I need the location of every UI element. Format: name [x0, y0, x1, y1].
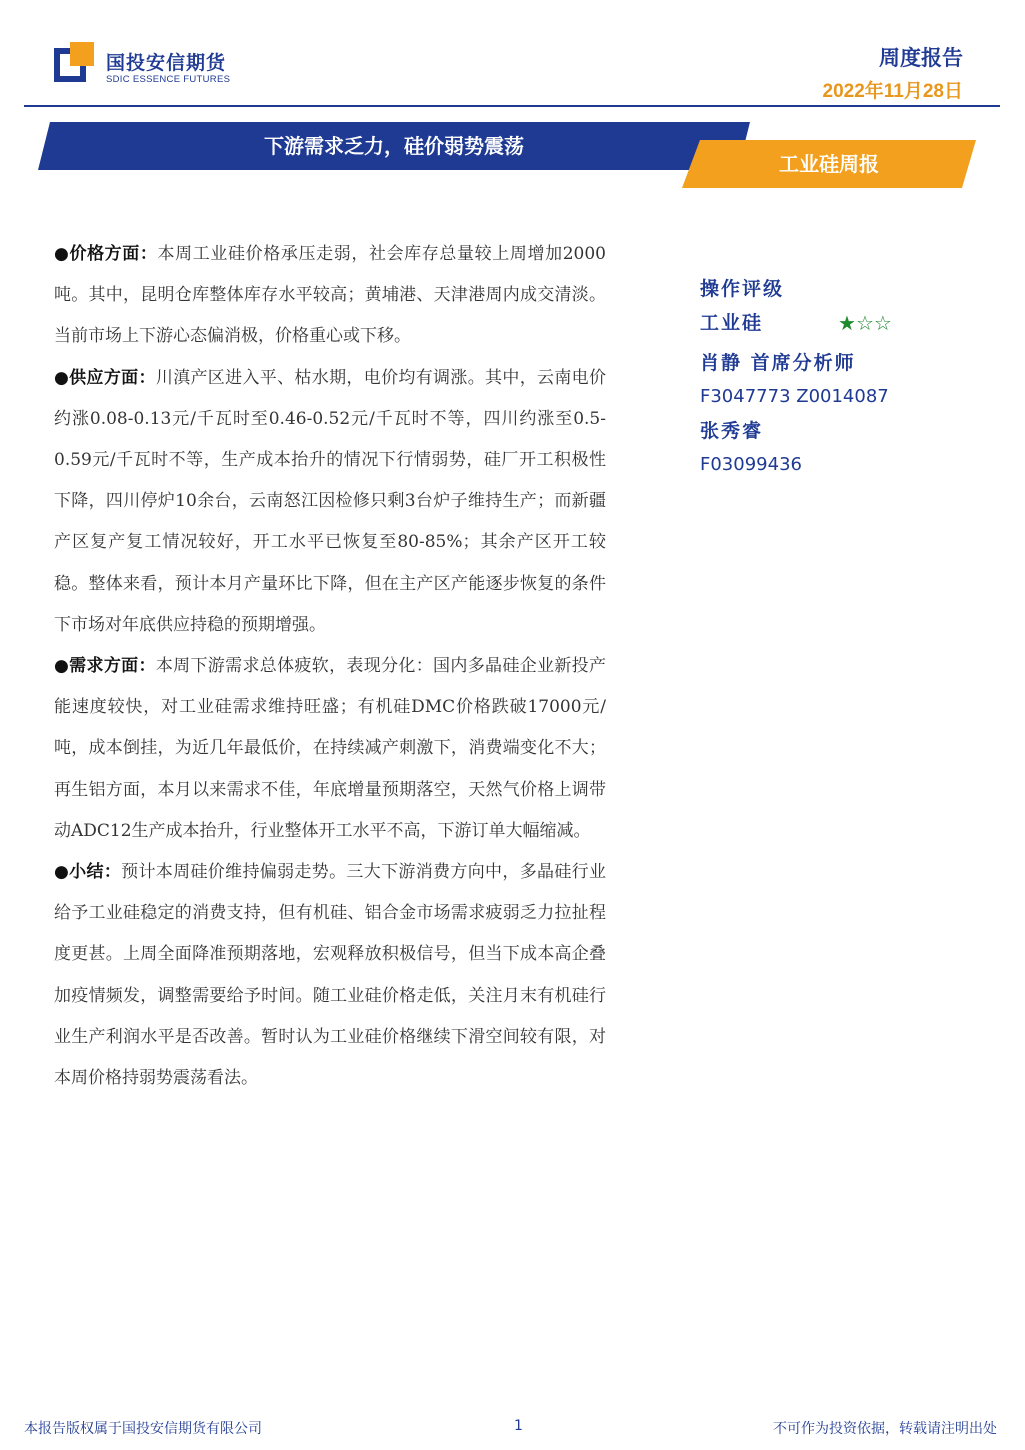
product-name: 工业硅 [700, 312, 764, 334]
section-text: 本周下游需求总体疲软，表现分化：国内多晶硅企业新投产能速度较快，对工业硅需求维持旺盛；有机硅DMC价格跌破17000元/吨，成本倒挂，为近几年最低价，在持续减产刺激下，消费端变化不大；再生铝方面，本月以来需求不佳，年底增量预期落空，天然气价格上调带动ADC12生产成本抬升，行业整体开工水平不高，下游订单大幅缩减。 [54, 656, 607, 841]
section-summary [54, 852, 606, 1099]
company-logo [54, 40, 254, 90]
analyst-cert: F03099436 [700, 454, 802, 475]
star-empty-icon: ☆ [855, 311, 874, 335]
section-text: 预计本周硅价维持偏弱走势。三大下游消费方向中，多晶硅行业给予工业硅稳定的消费支持，但有机硅、铝合金市场需求疲弱乏力拉扯程度更甚。上周全面降准预期落地，宏观释放积极信号，但当下成本高企叠加疫情频发，调整需要给予时间。随工业硅价格走低，关注月末有机硅行业生产利润水平是否改善。暂时认为工业硅价格继续下滑空间较有限，对本周价格持弱势震荡看法。 [54, 862, 607, 1089]
rating-row [700, 306, 980, 340]
section-price [54, 234, 606, 358]
analyst-name: 肖静 首席分析师 [700, 352, 856, 374]
section-text: 川滇产区进入平、枯水期，电价均有调涨。其中，云南电价约涨0.08-0.13元/千瓦时至0.46-0.52元/千瓦时不等，四川约涨至0.5-0.59元/千瓦时不等，生产成本抬升的情况下行情弱势，硅厂开工积极性下降，四川停炉10余台，云南怒江因检修只剩3台炉子维持生产；而新疆产区复产复工情况较好，开工水平已恢复至80-85%；其余产区开工较稳。整体来看，预计本月产量环比下降，但在主产区产能逐步恢复的条件下市场对年底供应持稳的预期增强。 [54, 367, 607, 635]
report-date: 2022年11月28日 [822, 81, 963, 102]
bullet-icon: ● [54, 244, 70, 264]
footer-copyright: 本报告版权属于国投安信期货有限公司 [24, 1421, 262, 1437]
sidebar [700, 272, 980, 482]
rating-title: 操作评级 [700, 278, 785, 300]
section-heading: 供应方面： [69, 367, 156, 388]
section-heading: 价格方面： [69, 244, 158, 264]
section-demand [54, 646, 606, 852]
report-tag [682, 140, 976, 188]
company-name-en: SDIC ESSENCE FUTURES [106, 74, 231, 85]
analyst-name: 张秀睿 [700, 420, 764, 442]
header-divider [24, 105, 1000, 107]
star-filled-icon: ★ [838, 311, 856, 335]
bullet-icon: ● [54, 367, 70, 388]
report-body [54, 234, 606, 1099]
analyst-cert: F3047773 Z0014087 [700, 386, 889, 407]
logo-mark-icon [54, 42, 96, 84]
title-banner [38, 122, 750, 170]
bullet-icon: ● [54, 656, 70, 677]
footer-disclaimer: 不可作为投资依据，转载请注明出处 [773, 1421, 997, 1437]
page-number: 1 [514, 1418, 523, 1434]
section-text: 本周工业硅价格承压走弱，社会库存总量较上周增加2000吨。其中，昆明仓库整体库存水平较高；黄埔港、天津港周内成交清淡。当前市场上下游心态偏消极，价格重心或下移。 [54, 244, 606, 347]
section-supply [54, 358, 606, 646]
section-heading: 需求方面： [69, 656, 156, 677]
report-tag-label: 工业硅周报 [779, 152, 879, 176]
report-title: 下游需求乏力，硅价弱势震荡 [264, 134, 524, 158]
company-name-cn: 国投安信期货 [106, 52, 227, 74]
section-heading: 小结： [69, 862, 122, 883]
bullet-icon: ● [54, 862, 70, 883]
star-empty-icon: ☆ [873, 311, 892, 335]
report-type: 周度报告 [879, 46, 963, 70]
star-rating [838, 306, 892, 340]
